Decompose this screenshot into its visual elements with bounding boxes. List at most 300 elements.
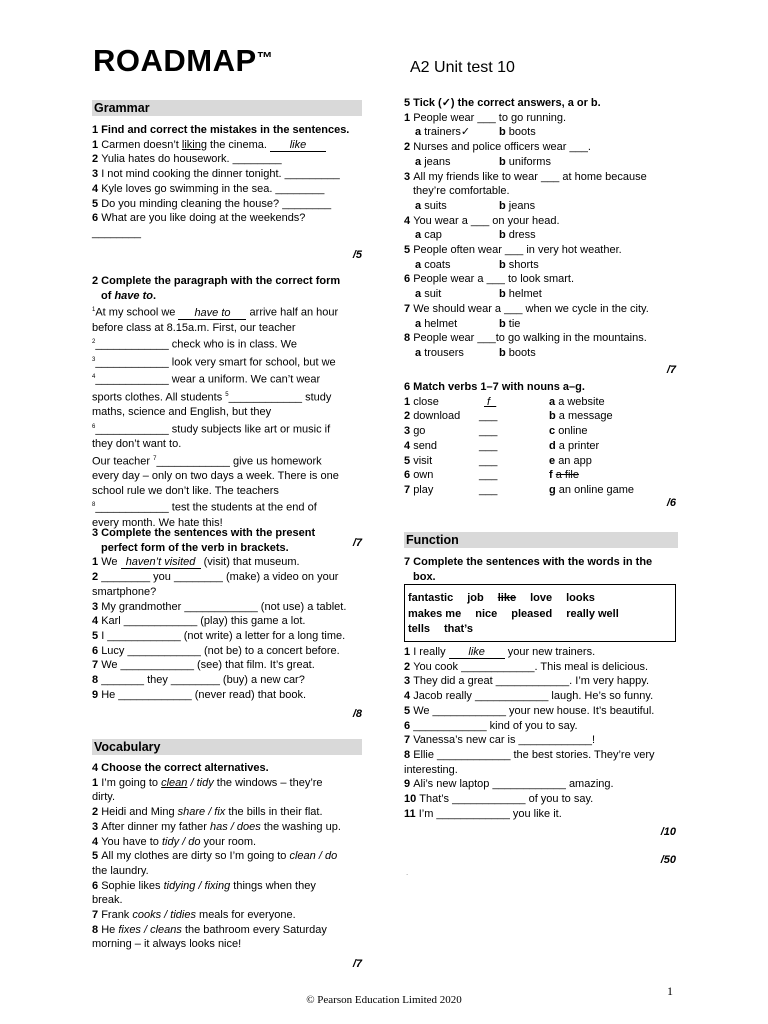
item-text: smartphone? <box>92 585 157 598</box>
line-text: ____________ give us homework <box>156 455 322 468</box>
line-text: every month. We hate this! <box>92 516 223 529</box>
item-number: 9 <box>92 688 102 701</box>
verb <box>404 483 479 498</box>
list-item <box>92 849 364 864</box>
question-item <box>404 140 678 155</box>
item-number: 5 <box>92 850 102 863</box>
item-number: 2 <box>404 660 414 673</box>
item-number: 9 <box>404 778 414 791</box>
paragraph-line <box>92 498 364 515</box>
item-text: ____________ kind of you to say. <box>413 719 578 732</box>
options-row <box>404 228 678 243</box>
option-b-text: dress <box>508 229 536 242</box>
question-text: People wear a ___ to look smart. <box>413 273 574 286</box>
exercise-score: /10 <box>660 826 676 839</box>
noun <box>549 468 678 483</box>
list-item <box>404 777 678 792</box>
option-b-text: boots <box>508 126 536 139</box>
gap-number: 8 <box>92 502 96 509</box>
match-row <box>404 483 678 498</box>
item-number: 5 <box>404 454 414 467</box>
item-number: 2 <box>92 806 102 819</box>
option-a-text: cap <box>424 229 442 242</box>
option-a: a suits <box>415 199 447 212</box>
item-text: Frank <box>101 909 133 922</box>
option-b: b jeans <box>499 199 536 212</box>
list-item <box>404 674 678 689</box>
verb <box>404 424 479 439</box>
item-text: the bathroom every Saturday <box>181 923 327 936</box>
item-text: I ____________ (not write) a letter for a long time. <box>101 629 346 642</box>
noun-text: an online game <box>558 483 635 496</box>
match-row <box>404 409 678 424</box>
option-b: b boots <box>499 126 536 139</box>
total-score: /50 <box>660 854 676 866</box>
box-word: love <box>530 592 553 604</box>
list-item <box>92 879 364 894</box>
item-number: 11 <box>404 807 419 820</box>
noun-letter: d <box>549 439 556 452</box>
list-item <box>92 923 364 938</box>
item-text: (visit) that museum. <box>200 556 300 569</box>
box-word: tells <box>408 623 431 635</box>
noun-letter: c <box>549 425 556 438</box>
item-text: break. <box>92 894 123 907</box>
unit-title: A2 Unit test 10 <box>410 59 515 76</box>
item-number: 1 <box>92 138 102 151</box>
item-text: We ____________ your new house. It’s beautiful. <box>413 704 655 717</box>
option-a: a trousers <box>415 346 464 359</box>
list-item <box>404 792 678 807</box>
answer-example: have to <box>178 307 246 320</box>
item-text: Do you minding cleaning the house? ________ <box>101 197 332 210</box>
question-item <box>404 331 678 346</box>
item-number: 3 <box>92 168 102 181</box>
list-item <box>404 645 678 660</box>
list-item <box>92 555 364 570</box>
exercise-7 <box>404 555 678 584</box>
exercise-score: /7 <box>666 363 676 376</box>
verb <box>404 439 479 454</box>
paragraph-line <box>92 484 364 499</box>
paragraph-line <box>92 437 364 452</box>
exercise-4 <box>92 761 364 972</box>
paragraph-line <box>92 353 364 370</box>
options-row <box>404 287 678 302</box>
item-number: 4 <box>404 690 414 703</box>
option-a-text: helmet <box>424 317 458 330</box>
match-answer: ___ <box>479 439 498 452</box>
option-a-text: jeans <box>424 155 451 168</box>
option-b: b helmet <box>499 288 542 301</box>
alternatives: cooks / tidies <box>132 909 196 922</box>
question-text: You wear a ___ on your head. <box>413 214 560 227</box>
line-text: they don’t want to. <box>92 437 182 450</box>
item-number: 3 <box>404 170 414 183</box>
list-item <box>404 704 678 719</box>
answer-example: haven’t visited <box>121 556 201 569</box>
match-answer: ___ <box>479 410 498 423</box>
line-text: maths, science and English, but they <box>92 405 272 418</box>
question-item <box>404 272 678 287</box>
verb <box>404 468 479 483</box>
page-number: 1 <box>667 984 673 998</box>
item-number: 6 <box>404 273 414 286</box>
item-number: 6 <box>92 879 102 892</box>
option-a: a coats <box>415 258 451 271</box>
exercise-score: /7 <box>352 958 362 971</box>
option-b: b boots <box>499 346 536 359</box>
item-text: Heidi and Ming <box>101 806 178 819</box>
item-text: Yulia hates do housework. ________ <box>101 153 282 166</box>
question-text: Nurses and police officers wear ___. <box>413 141 591 154</box>
item-text: Vanessa’s new car is ____________! <box>413 734 596 747</box>
exercise-2 <box>92 274 364 550</box>
question-text: People wear ___to go walking in the mountains. <box>413 332 647 345</box>
item-text: the laundry. <box>92 864 149 877</box>
list-item <box>92 629 364 644</box>
line-text: At my school we <box>95 307 179 320</box>
item-number: 1 <box>92 556 102 569</box>
options-row <box>404 199 678 214</box>
exercise-score: /8 <box>352 708 362 721</box>
list-item <box>92 182 364 197</box>
option-b: b dress <box>499 229 536 242</box>
list-item <box>92 585 364 600</box>
noun-letter: a <box>549 395 556 408</box>
exercise-5 <box>404 96 678 377</box>
item-text: Lucy ____________ (not be) to a concert before. <box>101 644 340 657</box>
item-number: 3 <box>92 600 102 613</box>
noun <box>549 395 678 410</box>
list-item <box>92 688 364 703</box>
item-number: 2 <box>92 571 102 584</box>
line-text: ____________ check who is in class. We <box>95 339 297 352</box>
item-text: your room. <box>200 835 257 848</box>
paragraph-line <box>92 303 364 320</box>
list-item <box>92 820 364 835</box>
list-item <box>92 658 364 673</box>
item-number: 2 <box>92 153 102 166</box>
alternatives: fixes / cleans <box>118 923 182 936</box>
paragraph-line <box>92 370 364 387</box>
item-text: morning – it always looks nice! <box>92 938 242 951</box>
section-grammar: Grammar <box>92 100 362 116</box>
box-word: pleased <box>511 607 553 620</box>
option-a-text: coats <box>424 258 451 271</box>
item-text: Carmen doesn’t <box>101 138 182 151</box>
item-number: 1 <box>404 111 414 124</box>
alternatives: tidying / fixing <box>163 879 231 892</box>
option-a: a suit <box>415 288 442 301</box>
list-item <box>92 138 364 153</box>
item-text: the bills in their flat. <box>225 806 323 819</box>
section-function: Function <box>404 532 678 548</box>
noun <box>549 424 678 439</box>
exercise-7-items <box>404 645 678 840</box>
item-text: Ali’s new laptop ____________ amazing. <box>413 778 614 791</box>
noun-letter: b <box>549 410 556 423</box>
options-row <box>404 258 678 273</box>
noun-letter: f <box>549 469 553 482</box>
item-text: I really <box>413 646 449 658</box>
list-item <box>404 689 678 704</box>
list-item <box>92 805 364 820</box>
verb <box>404 409 479 424</box>
match-answer: ___ <box>479 454 498 467</box>
box-word: fantastic <box>408 592 454 604</box>
option-b: b tie <box>499 317 521 330</box>
item-text: He ____________ (never read) that book. <box>101 688 307 701</box>
list-item <box>404 719 678 734</box>
box-word: looks <box>566 592 595 604</box>
question-item <box>404 243 678 258</box>
item-text: ________ you ________ (make) a video on your <box>101 571 339 584</box>
line-text: sports clothes. All students <box>92 391 226 404</box>
item-text: That’s ____________ of you to say. <box>419 793 594 806</box>
item-number: 5 <box>404 704 414 717</box>
roadmap-logo: ROADMAP™ <box>93 43 274 78</box>
item-text: He <box>101 923 119 936</box>
paragraph-line <box>92 405 364 420</box>
item-number: 10 <box>404 793 420 806</box>
item-number: 6 <box>404 469 414 482</box>
chosen-alternative: clean <box>161 776 188 789</box>
question-text: We should wear a ___ when we cycle in the city. <box>413 302 649 315</box>
line-text: ____________ test the students at the end of <box>95 502 317 515</box>
list-item <box>404 660 678 675</box>
noun-letter: e <box>549 454 556 467</box>
exercise-score: /7 <box>352 536 362 549</box>
item-number: 5 <box>92 197 102 210</box>
gap-number: 5 <box>225 391 229 398</box>
item-number: 4 <box>92 615 102 628</box>
item-number: 2 <box>404 410 414 423</box>
option-b-text: uniforms <box>508 155 551 168</box>
question-item <box>404 214 678 229</box>
match-answer: ___ <box>479 483 498 496</box>
item-text: Kyle loves go swimming in the sea. ________ <box>101 182 325 195</box>
list-item <box>92 908 364 923</box>
noun-text: a message <box>558 410 613 423</box>
item-text: You cook ____________. This meal is delicious. <box>413 660 649 673</box>
list-item <box>92 864 364 879</box>
noun-text: a file <box>555 469 579 482</box>
exercise-title: 6 Match verbs 1–7 with nouns a–g. <box>404 381 585 393</box>
item-text: My grandmother ____________ (not use) a tablet. <box>101 600 347 613</box>
option-a: a helmet <box>415 317 458 330</box>
list-item <box>92 790 364 805</box>
match-answer: ___ <box>479 469 498 482</box>
item-text: What are you like doing at the weekends? <box>101 212 306 225</box>
word-box <box>404 584 676 642</box>
item-number: 7 <box>404 483 414 496</box>
noun-text: online <box>558 425 588 438</box>
line-text: ____________ look very smart for school, but we <box>95 356 336 369</box>
list-item <box>92 226 364 241</box>
option-a-text: suits <box>424 199 447 212</box>
word-box-row <box>408 607 670 623</box>
exercise-title: 1 Find and correct the mistakes in the sentences. <box>92 124 350 136</box>
item-text: They did a great ____________. I’m very happy. <box>413 675 650 688</box>
item-text: We ____________ (see) that film. It’s great. <box>101 659 315 672</box>
item-number: 5 <box>92 629 102 642</box>
word-box-row <box>408 622 670 638</box>
item-number: 1 <box>404 395 414 408</box>
match-row <box>404 395 678 410</box>
exercise-score: /5 <box>352 248 362 261</box>
item-text: Karl ____________ (play) this game a lot. <box>101 615 306 628</box>
list-item <box>92 614 364 629</box>
question-item <box>404 111 678 126</box>
option-a: a cap <box>415 229 442 242</box>
list-item <box>404 807 678 822</box>
verb-text: download <box>413 410 461 423</box>
noun-text: a website <box>558 395 605 408</box>
answer-example: like <box>270 139 326 152</box>
option-a: a jeans <box>415 155 451 168</box>
item-text: Sophie likes <box>101 879 164 892</box>
noun <box>549 439 678 454</box>
item-number: 7 <box>404 734 414 747</box>
item-number: 8 <box>404 748 414 761</box>
item-text: All my clothes are dirty so I’m going to <box>101 850 290 863</box>
stray-mark: . <box>406 868 409 877</box>
match-row <box>404 424 678 439</box>
item-text: I’m going to <box>101 776 162 789</box>
option-b-text: tie <box>508 317 521 330</box>
alternatives: tidy / do <box>161 835 201 848</box>
item-number: 1 <box>404 646 414 658</box>
exercise-title: 2 Complete the paragraph with the correct form of have to. <box>92 275 341 302</box>
list-item <box>92 167 364 182</box>
verb-text: visit <box>413 454 433 467</box>
list-item <box>92 835 364 850</box>
item-number: 4 <box>404 439 414 452</box>
exercise-title: 7 Complete the sentences with the words in the box. <box>404 556 653 583</box>
question-text: People often wear ___ in very hot weather. <box>413 244 622 257</box>
paragraph-line <box>92 335 364 352</box>
paragraph-line <box>92 321 364 336</box>
verb-text: go <box>413 425 426 438</box>
list-item <box>92 197 364 212</box>
verb-text: close <box>413 395 439 408</box>
item-number: 5 <box>404 244 414 257</box>
noun <box>549 409 678 424</box>
exercise-1 <box>92 123 364 262</box>
error-word: liking <box>181 138 207 151</box>
match-row <box>404 454 678 469</box>
exercise-score: /6 <box>666 496 676 509</box>
box-word: really well <box>566 607 619 620</box>
item-number: 7 <box>92 659 102 672</box>
list-item <box>92 600 364 615</box>
box-word: makes me <box>408 607 462 620</box>
gap-number: 2 <box>92 339 96 346</box>
verb-text: send <box>413 439 438 452</box>
item-text: Jacob really ____________ laugh. He’s so funny. <box>413 690 654 703</box>
list-item <box>404 763 678 778</box>
item-number: 7 <box>404 302 414 315</box>
question-text: People wear ___ to go running. <box>413 111 567 124</box>
noun-text: an app <box>558 454 592 467</box>
alternatives: / tidy <box>187 776 214 789</box>
alternatives: clean / do <box>289 850 338 863</box>
list-item <box>92 211 364 226</box>
verb-text: own <box>413 469 434 482</box>
item-number: 6 <box>404 719 414 732</box>
box-word: that’s <box>444 623 473 635</box>
paragraph-line <box>92 420 364 437</box>
box-word: nice <box>475 607 498 620</box>
line-text: ____________ study <box>228 391 332 404</box>
list-item <box>92 644 364 659</box>
item-text: I not mind cooking the dinner tonight. _________ <box>101 168 340 181</box>
section-vocabulary: Vocabulary <box>92 739 362 755</box>
list-item <box>404 748 678 763</box>
item-number: 8 <box>92 923 102 936</box>
item-number: 4 <box>92 182 102 195</box>
gap-number: 7 <box>153 455 157 462</box>
item-number: 7 <box>92 909 102 922</box>
question-text: All my friends like to wear ___ at home because <box>413 170 647 183</box>
exercise-6 <box>404 380 678 510</box>
item-number: 8 <box>92 674 102 687</box>
option-b-text: shorts <box>508 258 539 271</box>
box-word: like <box>497 592 517 604</box>
noun-letter: g <box>549 483 556 496</box>
paragraph-line <box>92 469 364 484</box>
item-text: ________ <box>92 226 141 239</box>
options-row <box>404 155 678 170</box>
word-box-row <box>408 591 670 607</box>
match-row <box>404 439 678 454</box>
list-item <box>92 776 364 791</box>
item-text: your new trainers. <box>504 646 596 658</box>
option-a-text: trousers <box>424 346 464 359</box>
list-item <box>92 673 364 688</box>
item-number: 3 <box>92 820 102 833</box>
item-number: 1 <box>92 776 102 789</box>
verb <box>404 454 479 469</box>
question-item <box>404 302 678 317</box>
gap-number: 3 <box>92 356 96 363</box>
gap-number: 1 <box>92 307 96 314</box>
item-text: things when they <box>230 879 316 892</box>
verb-text: play <box>413 483 434 496</box>
line-text: Our teacher <box>92 455 154 468</box>
line-text: every day – only on two days a week. There is one <box>92 470 339 483</box>
list-item <box>92 152 364 167</box>
exercise-3 <box>92 526 364 722</box>
item-number: 3 <box>404 675 414 688</box>
item-text: the cinema. <box>206 138 270 151</box>
verb <box>404 395 479 410</box>
match-answer: f <box>484 395 497 408</box>
option-a-text: trainers <box>424 126 461 139</box>
item-text: the windows – they’re <box>213 776 323 789</box>
item-number: 3 <box>404 425 414 438</box>
question-item <box>404 170 678 185</box>
item-text: You have to <box>101 835 162 848</box>
line-text: ____________ wear a uniform. We can’t wear <box>95 373 321 386</box>
list-item <box>92 893 364 908</box>
item-number: 8 <box>404 332 414 345</box>
line-text: ____________ study subjects like art or music if <box>95 423 331 436</box>
box-word: job <box>467 592 484 604</box>
item-text: I’m ____________ you like it. <box>418 807 562 820</box>
exercise-title: 5 Tick (✓) the correct answers, a or b. <box>404 97 601 109</box>
